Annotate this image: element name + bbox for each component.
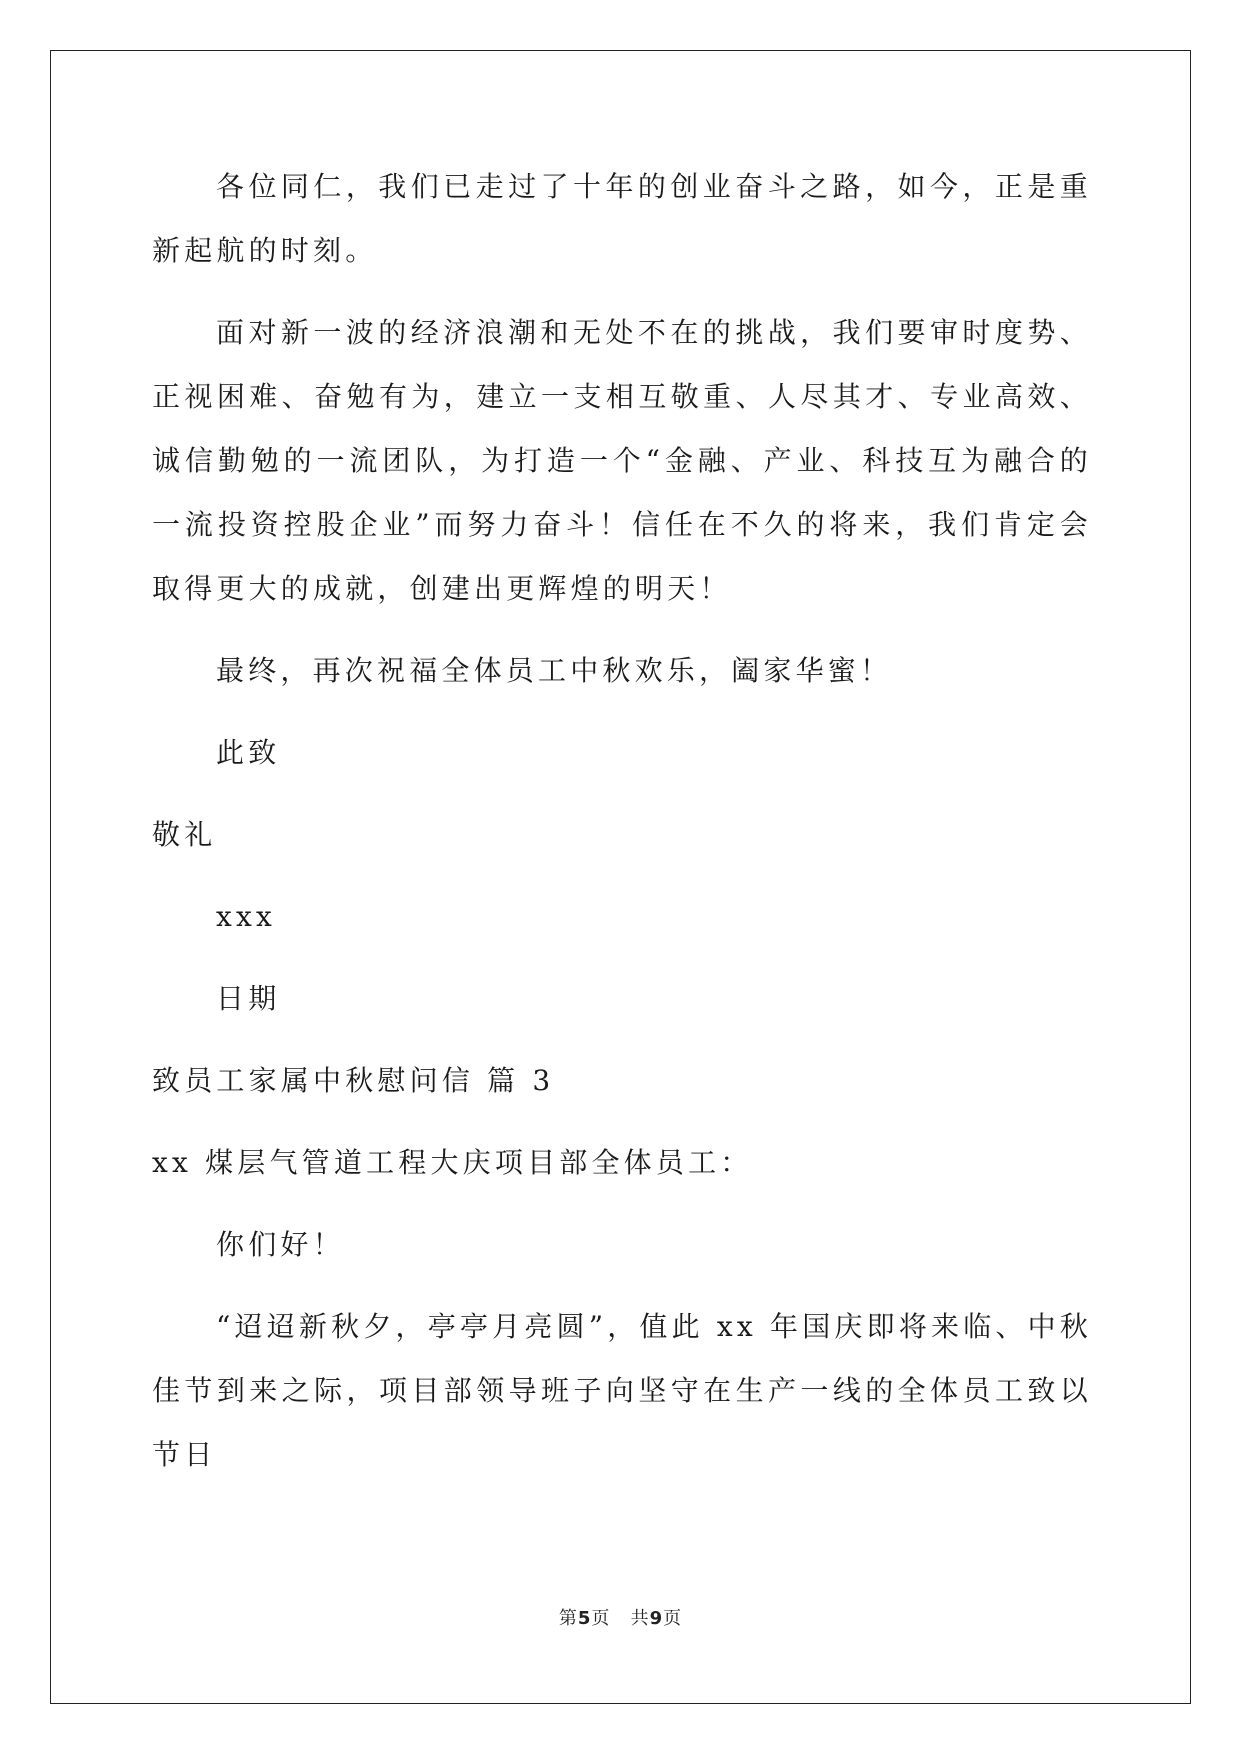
salutation: xx 煤层气管道工程大庆项目部全体员工： xyxy=(152,1146,753,1179)
footer-prefix: 第 xyxy=(558,1608,578,1629)
paragraph: 面对新一波的经济浪潮和无处不在的挑战，我们要审时度势、正视困难、奋勉有为，建立一支相互敬重、人尽其才、专业高效、诚信勤勉的一流团队，为打造一个“金融、产业、科技互为融合的一流投资控股企业”而努力奋斗！信任在不久的将来，我们肯定会取得更大的成就，创建出更辉煌的明天！ xyxy=(152,316,1092,605)
closing-line: 此致 xyxy=(216,736,281,769)
footer-suffix: 页 xyxy=(663,1608,683,1629)
section-heading: 致员工家属中秋慰问信 篇 3 xyxy=(152,1064,555,1097)
page-footer xyxy=(0,1604,1241,1630)
document-body xyxy=(152,155,1092,1505)
footer-page-number: 5 xyxy=(577,1608,592,1629)
footer-total-pages: 9 xyxy=(649,1608,664,1629)
signature: xxx xyxy=(216,900,276,933)
paragraph: 各位同仁，我们已走过了十年的创业奋斗之路，如今，正是重新起航的时刻。 xyxy=(152,170,1092,267)
paragraph: “迢迢新秋夕，亭亭月亮圆”，值此 xx 年国庆即将来临、中秋佳节到来之际，项目部领导班子向坚守在生产一线的全体员工致以节日 xyxy=(152,1310,1093,1471)
greeting: 你们好！ xyxy=(216,1228,345,1261)
paragraph: 最终，再次祝福全体员工中秋欢乐，阖家华蜜！ xyxy=(216,654,893,687)
closing-line: 敬礼 xyxy=(152,818,217,851)
footer-mid: 页 共 xyxy=(591,1608,650,1629)
date: 日期 xyxy=(216,982,281,1015)
